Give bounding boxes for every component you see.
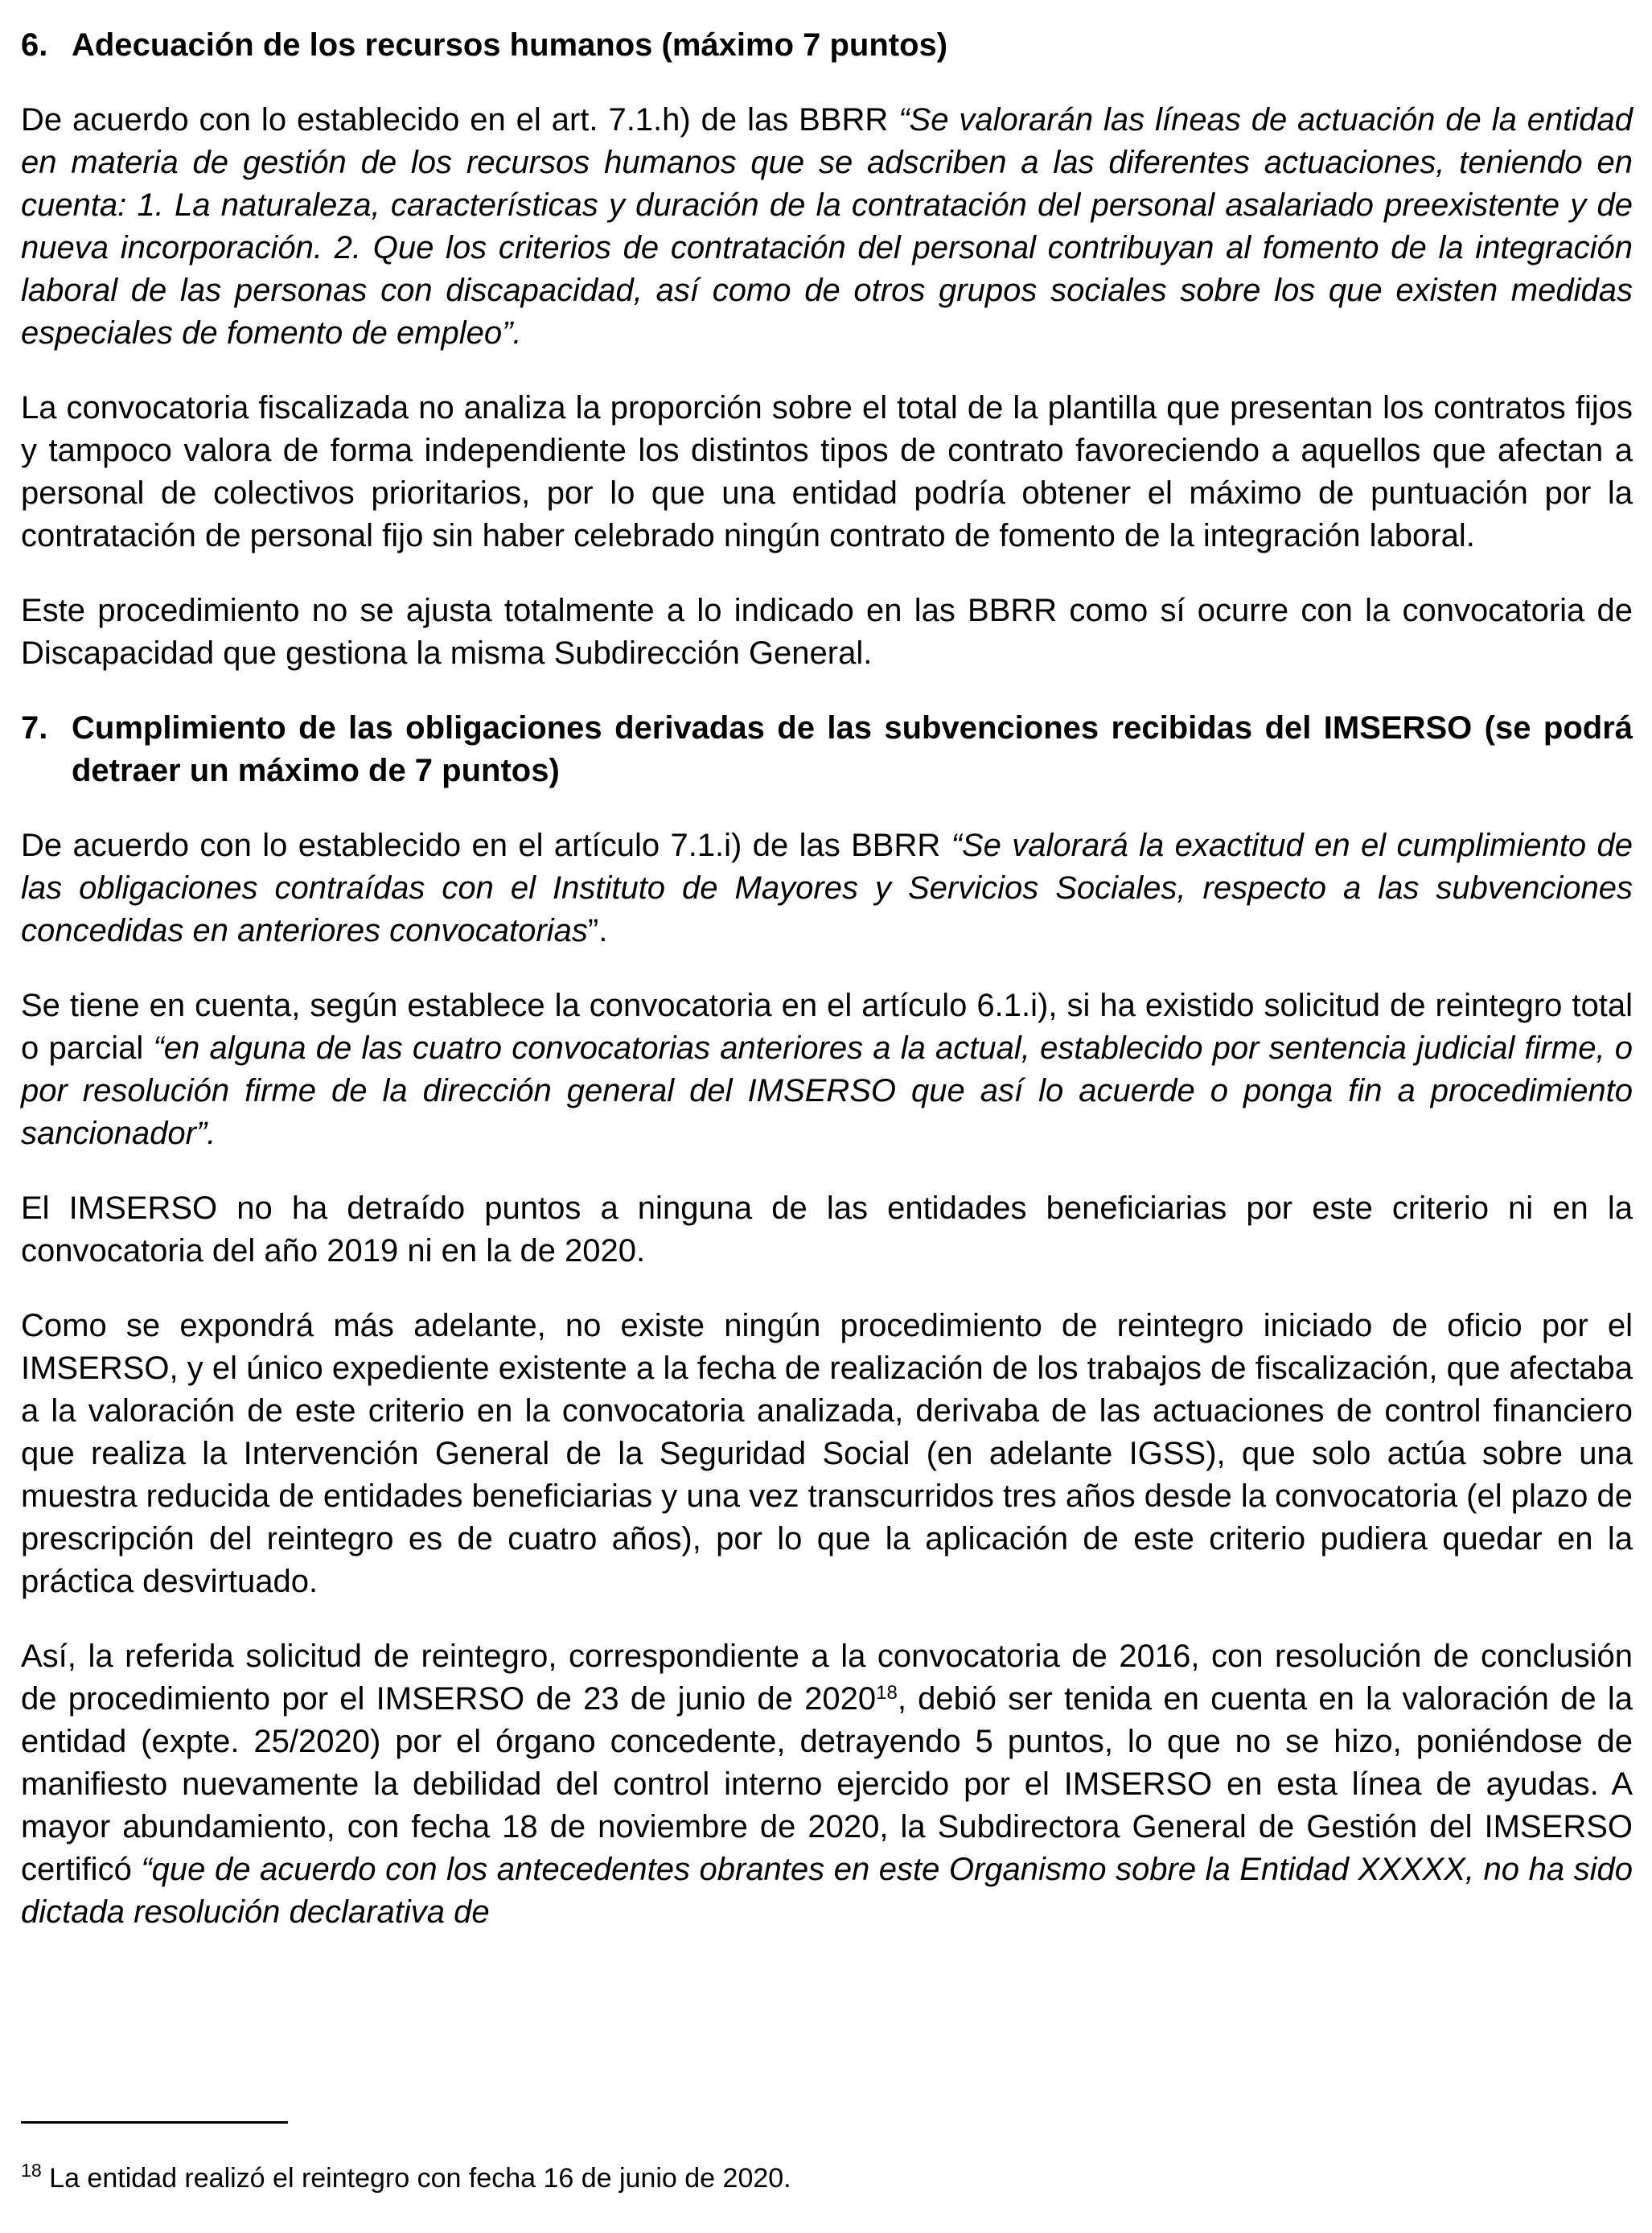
paragraph [21,825,1633,952]
section-title: Adecuación de los recursos humanos (máximo 7 puntos) [72,27,948,63]
document-body [21,24,1633,1934]
quoted-text: “que de acuerdo con los antecedentes obrantes en este Organismo sobre la Entidad XXXXX, no ha sido dictada resolución declarativa de [21,1852,1633,1930]
section-number: 6. [21,27,48,63]
section-heading [21,24,1633,67]
footnote-reference: 18 [876,1681,898,1704]
quoted-text: “Se valorará la exactitud en el cumplimiento de las obligaciones contraídas con el Instituto de Mayores y Servicios Sociales, respecto a las subvenciones concedidas en anteriores convocatorias [21,828,1634,948]
body-text: , debió ser tenida en cuenta en la valoración de la entidad (expte. 25/2020) por el órgano concedente, detrayendo 5 puntos, lo que no se hizo, poniéndose de manifiesto nuevamente la debilidad del control interno ejercido por el IMSERSO en esta línea de ayudas. A mayor abundamiento, con fecha 18 de noviembre de 2020, la Subdirectora General de Gestión del IMSERSO certificó [21,1681,1633,1887]
paragraph [21,1187,1633,1273]
body-text: ”. [587,913,608,948]
footnote-marker: 18 [21,2160,42,2182]
paragraph [21,387,1633,557]
section-title: Cumplimiento de las obligaciones derivadas de las subvenciones recibidas del IMSERSO (se podrá detraer un máximo de 7 puntos) [72,710,1633,788]
paragraph [21,1635,1633,1934]
footnote-separator [21,2121,288,2124]
body-text: Como se expondrá más adelante, no existe ningún procedimiento de reintegro iniciado de oficio por el IMSERSO, y el único expediente existente a la fecha de realización de los trabajos de fiscalización, que afectaba a la valoración de este criterio en la convocatoria analizada, derivaba de las actuaciones de control financiero que realiza la Intervención General de la Seguridad Social (en adelante IGSS), que solo actúa sobre una muestra reducida de entidades beneficiarias y una vez transcurridos tres años desde la convocatoria (el plazo de prescripción del reintegro es de cuatro años), por lo que la aplicación de este criterio pudiera quedar en la práctica desvirtuado. [21,1308,1633,1599]
body-text: Así, la referida solicitud de reintegro, correspondiente a la convocatoria de 2016, con resolución de conclusión de procedimiento por el IMSERSO de 23 de junio de 2020 [21,1639,1633,1717]
paragraph [21,1305,1633,1603]
footnote-area [21,2121,1633,2196]
footnote [21,2161,1633,2196]
section-number: 7. [21,710,48,746]
quoted-text: “en alguna de las cuatro convocatorias anteriores a la actual, establecido por sentencia judicial firme, o por resolución firme de la dirección general del IMSERSO que así lo acuerde o ponga fin a procedimiento sancionador”. [21,1030,1634,1151]
paragraph [21,99,1633,355]
body-text: De acuerdo con lo establecido en el art. 7.1.h) de las BBRR [21,102,899,138]
body-text: La convocatoria fiscalizada no analiza la proporción sobre el total de la plantilla que presentan los contratos fijos y tampoco valora de forma independiente los distintos tipos de contrato favoreciendo a aquellos que afectan a personal de colectivos prioritarios, por lo que una entidad podría obtener el máximo de puntuación por la contratación de personal fijo sin haber celebrado ningún contrato de fomento de la integración laboral. [21,390,1633,553]
paragraph [21,590,1633,675]
footnote-text: La entidad realizó el reintegro con fecha 16 de junio de 2020. [49,2163,791,2194]
body-text: De acuerdo con lo establecido en el artículo 7.1.i) de las BBRR [21,828,951,863]
body-text: Se tiene en cuenta, según establece la convocatoria en el artículo 6.1.i), si ha existido solicitud de reintegro total o parcial [21,988,1633,1066]
paragraph [21,985,1633,1155]
section-heading [21,707,1633,792]
body-text: Este procedimiento no se ajusta totalmente a lo indicado en las BBRR como sí ocurre con la convocatoria de Discapacidad que gestiona la misma Subdirección General. [21,593,1633,671]
quoted-text: “Se valorarán las líneas de actuación de la entidad en materia de gestión de los recursos humanos que se adscriben a las diferentes actuaciones, teniendo en cuenta: 1. La naturaleza, características y duración de la contratación del personal asalariado preexistente y de nueva incorporación. 2. Que los criterios de contratación del personal contribuyan al fomento de la integración laboral de las personas con discapacidad, así como de otros grupos sociales sobre los que existen medidas especiales de fomento de empleo”. [21,102,1634,351]
body-text: El IMSERSO no ha detraído puntos a ninguna de las entidades beneficiarias por este criterio ni en la convocatoria del año 2019 ni en la de 2020. [21,1191,1633,1269]
